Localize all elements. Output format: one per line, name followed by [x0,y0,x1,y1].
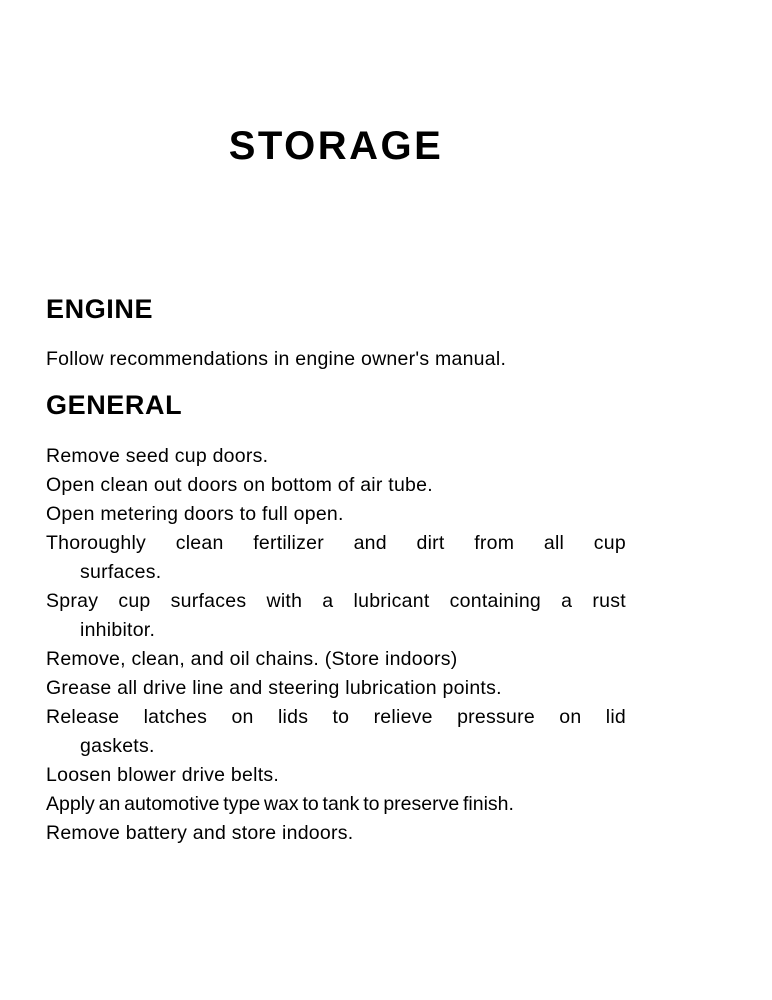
body-word: Spray [46,590,99,612]
body-line-continuation: gaskets. [80,735,155,757]
body-word: fertilizer [253,532,324,554]
body-word: lubricant [353,590,430,612]
spacer [46,323,626,345]
body-line: Remove, clean, and oil chains. (Store indoors) [46,648,458,670]
body-word: all [543,532,565,554]
body-word: Release [46,706,120,728]
body-word: lids [277,706,309,728]
body-word: and [353,532,387,554]
body-line: Apply an automotive type wax to tank to preserve finish. [46,793,514,815]
body-word: cup [118,590,151,612]
body-line: Follow recommendations in engine owner's manual. [46,348,507,370]
document-body [46,296,626,848]
body-word: rust [592,590,626,612]
body-line: Open clean out doors on bottom of air tube. [46,474,433,496]
body-word: containing [449,590,542,612]
body-word: a [561,590,573,612]
body-line: Remove seed cup doors. [46,445,269,467]
body-line [46,587,626,616]
section-general [46,392,626,848]
body-line-continuation: inhibitor. [80,619,156,641]
body-word: a [322,590,334,612]
body-word: relieve [373,706,433,728]
spacer [46,419,626,442]
body-word: clean [175,532,224,554]
section-heading-engine: ENGINE [46,294,154,324]
section-body-engine [46,345,626,374]
section-body-general [46,442,626,848]
body-word: with [266,590,303,612]
body-line [46,703,626,732]
section-heading-general: GENERAL [46,390,183,420]
body-word: lid [605,706,626,728]
body-word: dirt [416,532,445,554]
body-line [46,529,626,558]
body-word: Thoroughly [46,532,147,554]
body-line-continuation: surfaces. [80,561,162,583]
body-line: Remove battery and store indoors. [46,822,354,844]
body-line: Loosen blower drive belts. [46,764,280,786]
body-word: to [332,706,350,728]
body-word: from [474,532,515,554]
body-word: cup [593,532,626,554]
body-line: Grease all drive line and steering lubrication points. [46,677,502,699]
section-engine [46,296,626,374]
body-word: pressure [457,706,535,728]
body-word: on [231,706,254,728]
page-title: STORAGE [228,123,444,168]
body-word: on [559,706,582,728]
body-line: Open metering doors to full open. [46,503,344,525]
body-word: surfaces [170,590,247,612]
body-word: latches [143,706,208,728]
